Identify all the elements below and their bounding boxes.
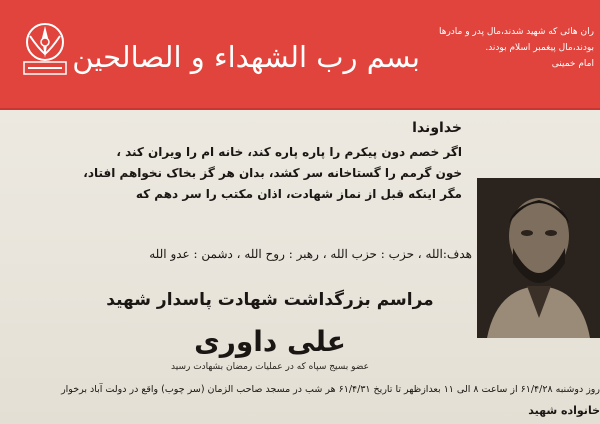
ceremony-datetime: روز دوشنبه ۶۱/۴/۲۸ از ساعت ۸ الی ۱۱ بعدازظهر تا تاریخ ۶۱/۴/۳۱ هر شب در مسجد صاحب الزمان (سر چوب) واقع در دولت آباد برخوار <box>61 384 600 395</box>
header-banner <box>0 0 600 110</box>
ceremony-title: مراسم بزرگداشت شهادت پاسدار شهید <box>106 290 434 310</box>
martyr-photo <box>477 178 600 338</box>
family-signature: خانواده شهید <box>528 404 600 417</box>
motto-line: هدف:الله ، حزب : حزب الله ، رهبر : روح الله ، دشمن : عدو الله <box>149 247 472 261</box>
quote-attribution: امام خمینی <box>551 59 594 69</box>
poem-line: اگر خصم دون پیکرم را پاره پاره کند، خانه ام را ویران کند ، <box>116 145 462 159</box>
emblem-icon <box>10 18 80 80</box>
quote-line: بودند،مال پیغمبر اسلام بودند. <box>485 43 594 53</box>
poem-block <box>83 120 462 205</box>
poem-line: خون گرمم را گستاخانه سر کشد، بدان هر گز بخاک نخواهم افتاد، <box>83 166 462 180</box>
quote-line: ران هائی که شهید شدند،مال پدر و مادرها <box>438 27 594 37</box>
martyr-name: علی داوری <box>194 325 346 358</box>
poem-line: مگر اینکه قبل از نماز شهادت، اذان مکتب را سر دهم که <box>135 187 462 201</box>
martyr-description: عضو بسیج سپاه که در عملیات رمضان بشهادت رسید <box>171 362 369 372</box>
calligraphy-title: بسم رب الشهداء و الصالحین <box>72 40 420 74</box>
khomeini-quote <box>394 24 594 72</box>
poem-lines <box>83 142 462 205</box>
poem-heading: خداوندا <box>412 120 462 136</box>
